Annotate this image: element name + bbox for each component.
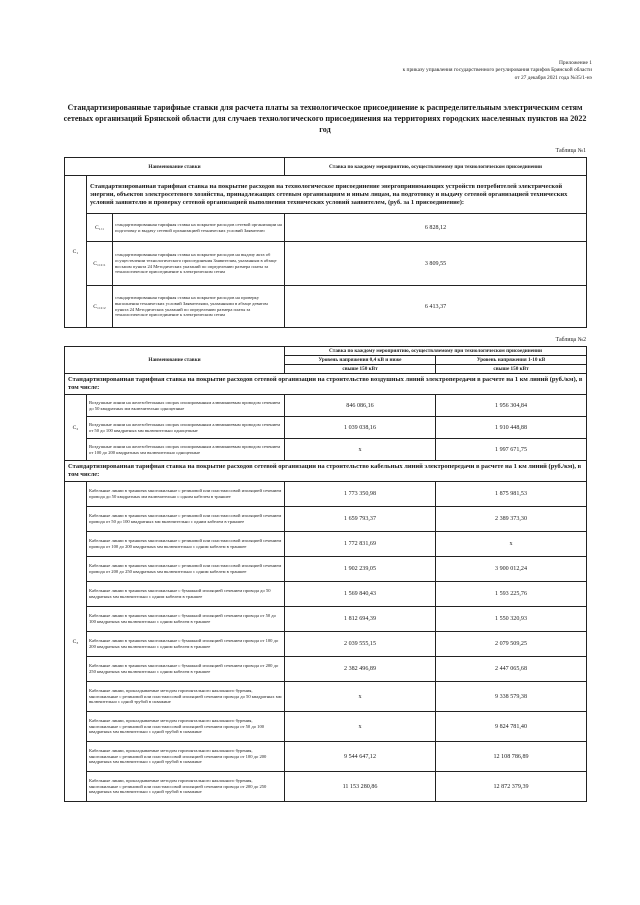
table2-c3-row-name: Кабельные линии в траншеях многожильные с бумажной изоляцией сечением провода от 100 до 200 квадратных мм включительно с одним кабелем в траншее: [87, 632, 285, 657]
table2-power-low: свыше 150 кВт: [285, 365, 436, 374]
table2-section-cable: Стандартизированная тарифная ставка на покрытие расходов сетевой организации на строительство кабельных линий электропередачи в расчете на 1 км линий (руб./км), в том числе:: [65, 461, 587, 482]
table2-c3-row-name: Кабельные линии, прокладываемые методом горизонтального наклонного бурения, многожильные с резиновой или пластмассовой изоляцией сечением провода от 200 до 250 квадратных мм включительно с одной трубой в скважине: [87, 772, 285, 802]
table2-c3-row-name: Кабельные линии в траншеях многожильные с резиновой или пластмассовой изоляцией сечением провода от 200 до 250 квадратных мм включительно с одним кабелем в траншее: [87, 557, 285, 582]
table2-c2-row-name: Воздушные линии на железобетонных опорах изолированным алюминиевым проводом сечением от 50 до 100 квадратных мм включительно одноцепные: [87, 417, 285, 439]
table1-row-value: 6 828,12: [285, 214, 587, 242]
table2-c3-row-value-high: 2 079 509,25: [436, 632, 587, 657]
table2-c2-row-value-low: x: [285, 439, 436, 461]
document-title: Стандартизированные тарифные ставки для расчета платы за технологическое присоединение к распределительным электрическим сетям сетевых организаций Брянской области для случаев технологического присоединения на территориях городских населенных пунктов на 2022 год: [63, 103, 587, 134]
table2-c3-row-name: Кабельные линии в траншеях многожильные с бумажной изоляцией сечением провода до 50 квадратных мм включительно с одним кабелем в траншее: [87, 582, 285, 607]
appendix-order-date: от 27 декабря 2021 года №35/1-нэ: [514, 74, 592, 81]
table2-c2-row-value-high: 1 956 304,84: [436, 395, 587, 417]
table2-c3-row-name: Кабельные линии в траншеях многожильные с бумажной изоляцией сечением провода от 50 до 100 квадратных мм включительно с одним кабелем в траншее: [87, 607, 285, 632]
table2-c3-row-name: Кабельные линии в траншеях многожильные с резиновой или пластмассовой изоляцией сечением провода до 50 квадратных мм включительно с одним кабелем в траншее: [87, 482, 285, 507]
table2-c3-row-value-high: 9 824 781,40: [436, 712, 587, 742]
table2-c3-row-value-low: 2 039 555,15: [285, 632, 436, 657]
table1-col-name: Наименование ставки: [65, 158, 285, 176]
table2-c3-row-value-high: 12 108 786,89: [436, 742, 587, 772]
table1-row-name: стандартизированная тарифная ставка на покрытие расходов сетевой организации на подготовку и выдачу сетевой организацией технических условий Заявителю: [113, 214, 285, 242]
table1-row-value: 6 413,37: [285, 286, 587, 328]
table2-c3-row-value-high: 12 872 379,39: [436, 772, 587, 802]
table2-c3-row-name: Кабельные линии в траншеях многожильные с резиновой или пластмассовой изоляцией сечением провода от 50 до 100 квадратных мм включительно с одним кабелем в траншее: [87, 507, 285, 532]
table2-c3-row-value-low: 1 659 793,37: [285, 507, 436, 532]
table2-c3-row-value-low: 1 812 694,39: [285, 607, 436, 632]
table2-c3-row-value-low: 1 569 840,43: [285, 582, 436, 607]
table2-c3-code: C₃: [65, 482, 87, 802]
appendix-header: [292, 60, 592, 82]
table1-col-rate: Ставка по каждому мероприятию, осуществляемому при технологическом присоединении: [285, 158, 587, 176]
table2: [64, 346, 587, 802]
table2-c3-row-name: Кабельные линии, прокладываемые методом горизонтального наклонного бурения, многожильные с резиновой или пластмассовой изоляцией сечением провода от 50 до 100 квадратных мм включительно с одной трубой в скважине: [87, 712, 285, 742]
table2-c3-row-value-low: 1 773 350,98: [285, 482, 436, 507]
table2-c3-row-value-high: 2 447 065,68: [436, 657, 587, 682]
table2-label: Таблица №2: [555, 337, 586, 343]
table2-c3-row-value-low: 1 772 831,69: [285, 532, 436, 557]
table2-c3-row-value-high: 1 593 225,76: [436, 582, 587, 607]
table2-c2-row-value-low: 846 086,16: [285, 395, 436, 417]
table2-c3-row-value-high: 3 900 012,24: [436, 557, 587, 582]
table1-section-title: Стандартизированная тарифная ставка на покрытие расходов на технологическое присоединение энергопринимающих устройств потребителей электрической энергии, объектов электросетевого хозяйства, принадлежащих сетевым организациям и иным лицам, на подготовку и выдачу сетевой организацией технических условий заявителю и проверку сетевой организацией выполнения технических условий заявителем, (руб. за 1 присоединение):: [87, 176, 587, 214]
table2-c3-row-name: Кабельные линии, прокладываемые методом горизонтального наклонного бурения, многожильные с резиновой или пластмассовой изоляцией сечением провода до 50 квадратных мм включительно с одной трубой в скважине: [87, 682, 285, 712]
table2-voltage-high: Уровень напряжения 1-10 кВ: [436, 356, 587, 365]
table1-group-code: C₁: [65, 176, 87, 328]
table2-c3-row-value-low: 2 382 496,89: [285, 657, 436, 682]
table2-col-rate: Ставка по каждому мероприятию, осуществляемому при технологическом присоединении: [285, 347, 587, 356]
table2-col-name: Наименование ставки: [65, 347, 285, 374]
table2-c3-row-value-low: 11 153 280,86: [285, 772, 436, 802]
table2-c3-row-name: Кабельные линии в траншеях многожильные с бумажной изоляцией сечением провода от 200 до 250 квадратных мм включительно с одним кабелем в траншее: [87, 657, 285, 682]
table2-c3-row-name: Кабельные линии, прокладываемые методом горизонтального наклонного бурения, многожильные с резиновой или пластмассовой изоляцией сечением провода от 100 до 200 квадратных мм включительно с одной трубой в скважине: [87, 742, 285, 772]
table2-voltage-low: Уровень напряжения 0,4 кВ и ниже: [285, 356, 436, 365]
table2-section-overhead: Стандартизированная тарифная ставка на покрытие расходов сетевой организации на строительство воздушных линий электропередачи в расчете на 1 км линий (руб./км), в том числе:: [65, 374, 587, 395]
table2-c2-row-value-low: 1 039 038,16: [285, 417, 436, 439]
table1-row-name: стандартизированная тарифная ставка на покрытие расходов на проверку выполнения технических условий Заявителями, указанными в абзаце девятом пункта 24 Методических указаний по определению размера платы за технологическое присоединение к электрическим сетям: [113, 286, 285, 328]
table2-c3-row-value-low: x: [285, 682, 436, 712]
table1-row-value: 3 809,55: [285, 242, 587, 286]
table2-c2-row-name: Воздушные линии на железобетонных опорах изолированным алюминиевым проводом сечением от 100 до 200 квадратных мм включительно одноцепные: [87, 439, 285, 461]
table1-row-code: C₁,₂,₁: [87, 242, 113, 286]
table2-c2-code: C₂: [65, 395, 87, 461]
table2-c3-row-value-high: 1 550 320,93: [436, 607, 587, 632]
table2-power-high: свыше 150 кВт: [436, 365, 587, 374]
table2-c3-row-value-high: 2 389 373,30: [436, 507, 587, 532]
table2-c3-row-value-high: 9 338 579,38: [436, 682, 587, 712]
appendix-number: Приложение 1: [559, 60, 592, 66]
table2-c2-row-name: Воздушные линии на железобетонных опорах изолированным алюминиевым проводом сечением до 50 квадратных мм включительно одноцепные: [87, 395, 285, 417]
table1-row-code: C₁,₂,₂: [87, 286, 113, 328]
table1-row-name: стандартизированная тарифная ставка на покрытие расходов на выдачу акта об осуществлении технологического присоединения Заявителям, указанным в абзаце восьмом пункта 24 Методических указаний по определению размера платы за технологическое присоединение к электрическим сетям: [113, 242, 285, 286]
table2-c2-row-value-high: 1 997 671,75: [436, 439, 587, 461]
table2-c3-row-value-low: 9 544 647,12: [285, 742, 436, 772]
table1-row-code: C₁,₁: [87, 214, 113, 242]
appendix-order-ref: к приказу управления государственного регулирования тарифов Брянской области: [402, 67, 592, 74]
table1: [64, 157, 587, 328]
table2-c3-row-value-high: 1 875 981,53: [436, 482, 587, 507]
table2-c3-row-name: Кабельные линии в траншеях многожильные с резиновой или пластмассовой изоляцией сечением провода от 100 до 200 квадратных мм включительно с одним кабелем в траншее: [87, 532, 285, 557]
table1-label: Таблица №1: [555, 148, 586, 154]
table2-c3-row-value-low: 1 902 239,05: [285, 557, 436, 582]
table2-c3-row-value-low: x: [285, 712, 436, 742]
table2-c2-row-value-high: 1 910 448,88: [436, 417, 587, 439]
table2-c3-row-value-high: x: [436, 532, 587, 557]
